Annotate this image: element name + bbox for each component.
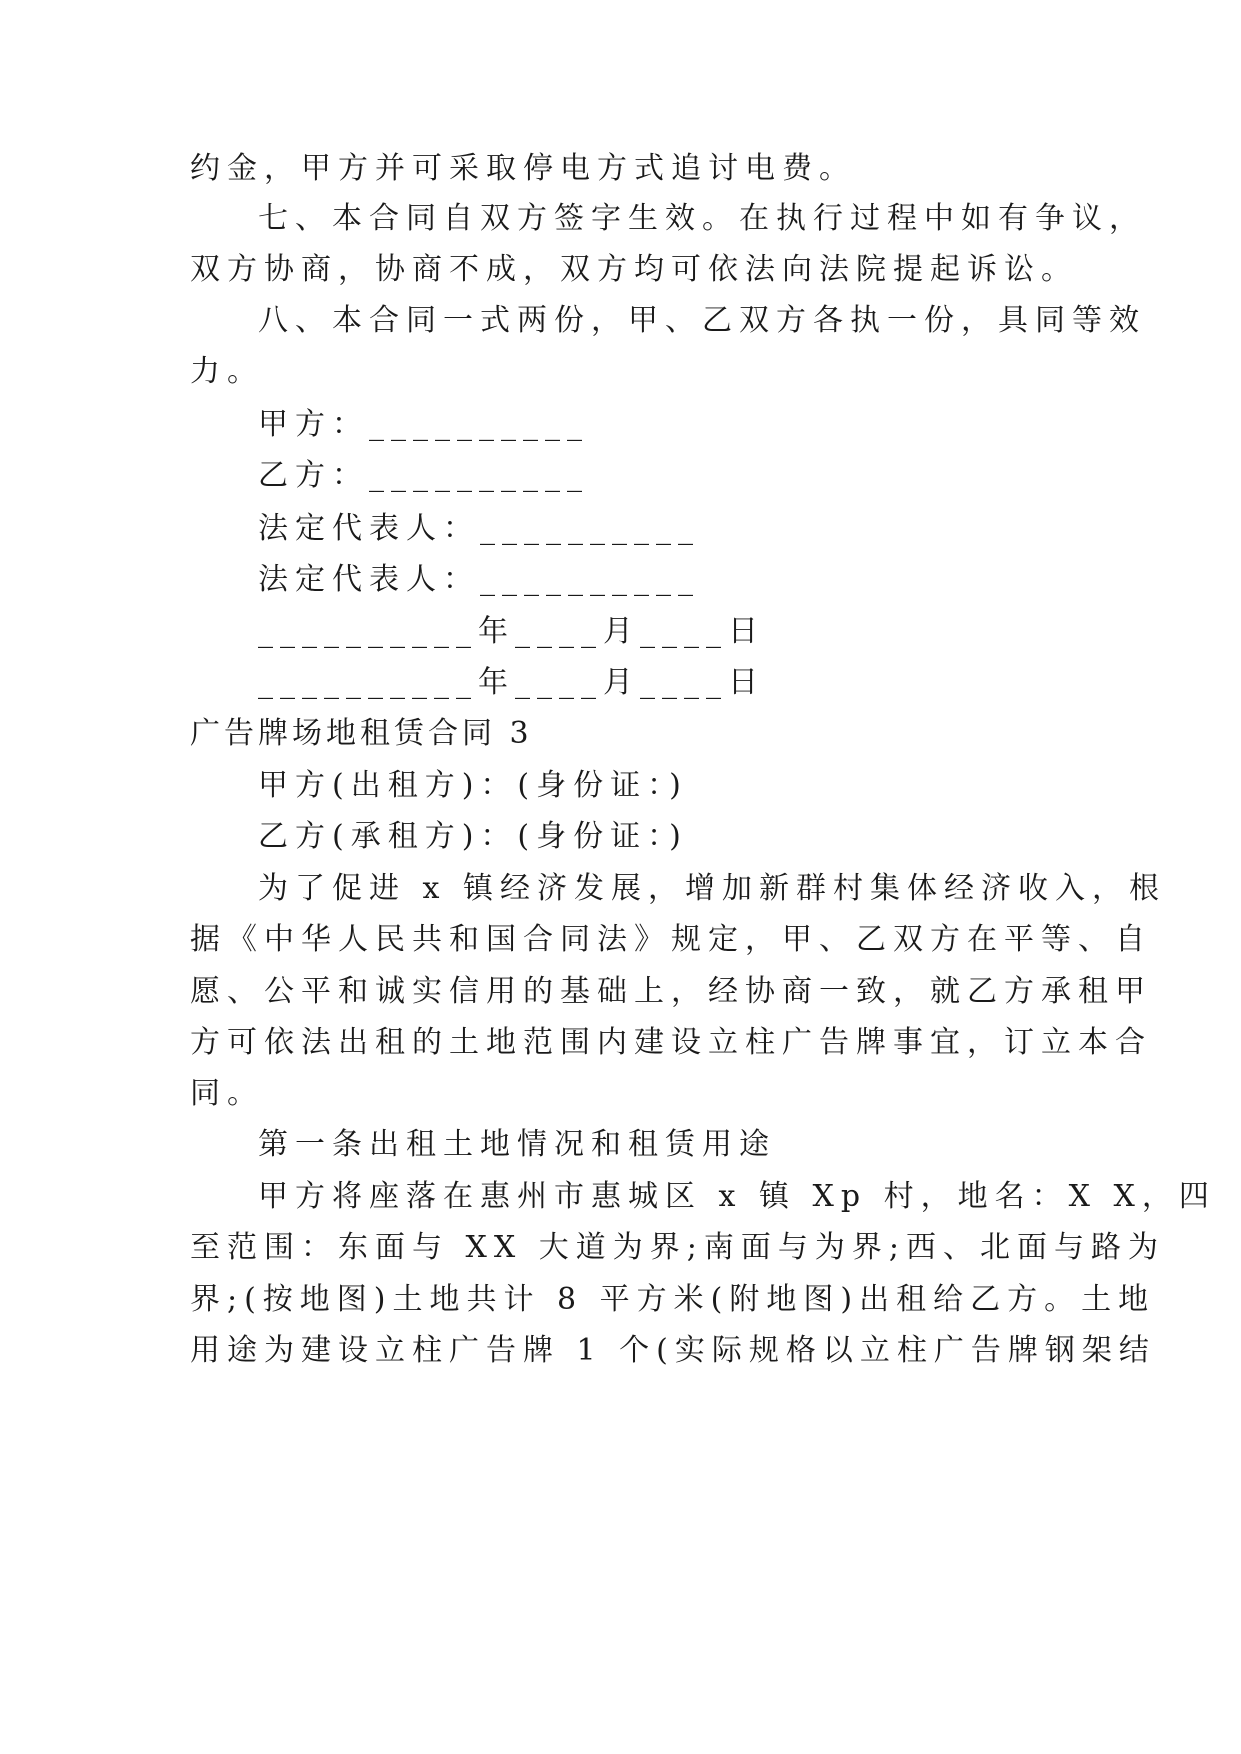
paragraph-line: 为了促进 x 镇经济发展，增加新群村集体经济收入，根 xyxy=(258,871,1166,906)
paragraph-line: 据《中华人民共和国合同法》规定，甲、乙双方在平等、自 xyxy=(190,922,1152,957)
paragraph-line: 方可依法出租的土地范围内建设立柱广告牌事宜，订立本合 xyxy=(190,1025,1152,1060)
lessor-line: 甲方(出租方)：(身份证：) xyxy=(258,768,688,803)
party-b-signature-line: 乙方：__________ xyxy=(258,458,589,493)
paragraph-line: 双方协商，协商不成，双方均可依法向法院提起诉讼。 xyxy=(190,252,1078,287)
paragraph-line: 界;(按地图)土地共计 8 平方米(附地图)出租给乙方。土地 xyxy=(190,1282,1156,1317)
lessee-line: 乙方(承租方)：(身份证：) xyxy=(258,819,688,854)
paragraph-line: 约金，甲方并可采取停电方式追讨电费。 xyxy=(190,151,856,186)
article-one-heading: 第一条出租土地情况和租赁用途 xyxy=(258,1127,776,1162)
paragraph-line: 用途为建设立柱广告牌 1 个(实际规格以立柱广告牌钢架结 xyxy=(190,1333,1156,1368)
party-a-signature-line: 甲方：__________ xyxy=(258,407,589,442)
paragraph-line: 至范围：东面与 XX 大道为界;南面与为界;西、北面与路为 xyxy=(190,1230,1166,1265)
clause-eight-line: 八、本合同一式两份，甲、乙双方各执一份，具同等效 xyxy=(258,303,1146,338)
clause-seven-line: 七、本合同自双方签字生效。在执行过程中如有争议， xyxy=(258,201,1146,236)
legal-representative-line: 法定代表人：__________ xyxy=(258,562,700,597)
paragraph-line: 力。 xyxy=(190,354,264,389)
paragraph-line: 愿、公平和诚实信用的基础上，经协商一致，就乙方承租甲 xyxy=(190,974,1152,1009)
legal-representative-line: 法定代表人：__________ xyxy=(258,511,700,546)
date-line: __________年____月____日 xyxy=(258,665,765,700)
date-line: __________年____月____日 xyxy=(258,614,765,649)
section-heading: 广告牌场地租赁合同 3 xyxy=(190,716,533,751)
paragraph-line: 甲方将座落在惠州市惠城区 x 镇 Xp 村，地名：X X，四 xyxy=(258,1179,1216,1214)
paragraph-line: 同。 xyxy=(190,1076,264,1111)
